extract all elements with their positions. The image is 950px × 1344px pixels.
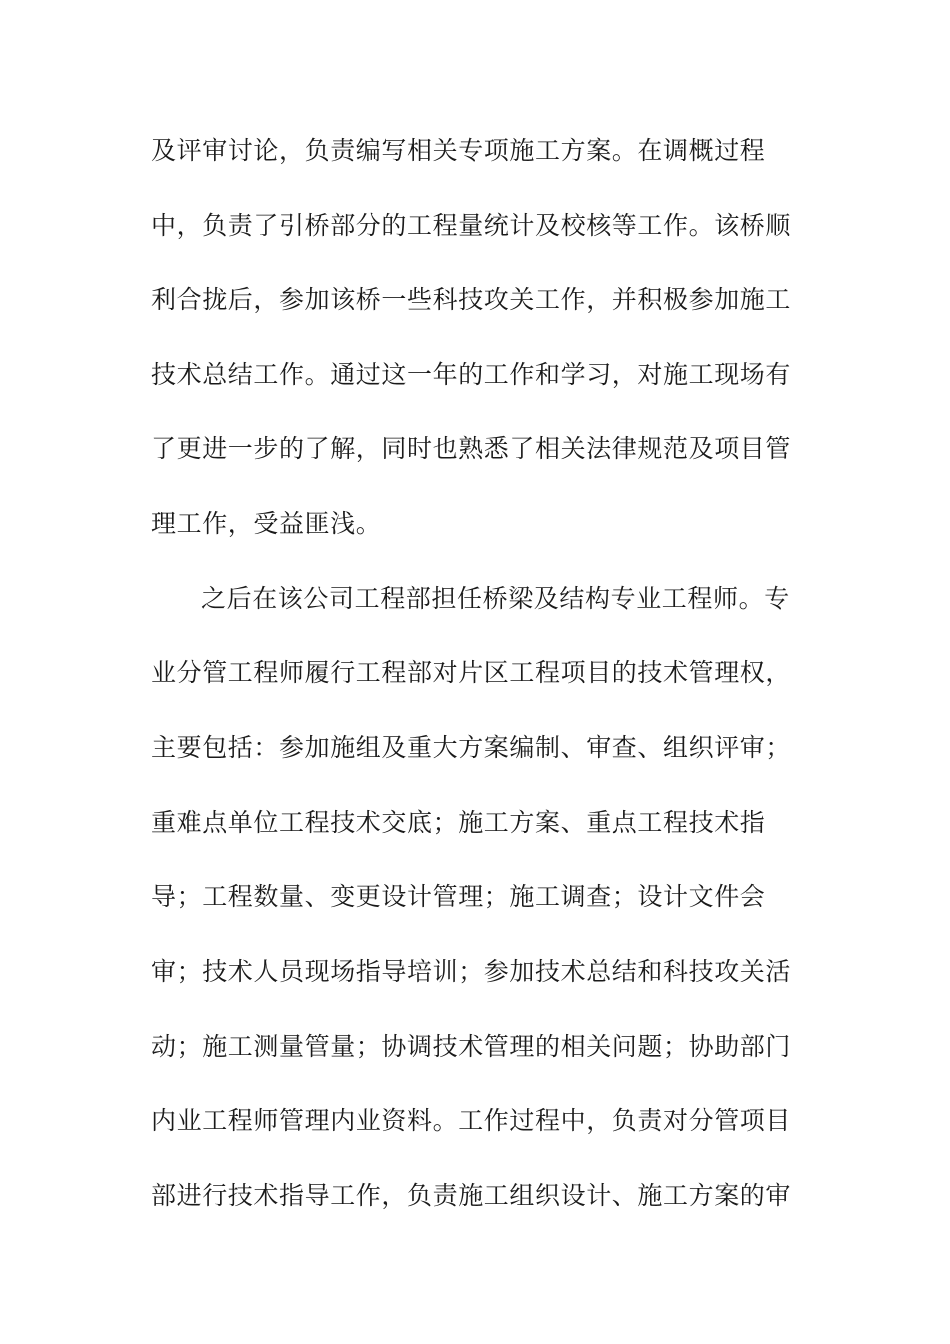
text-line: 内业工程师管理内业资料。工作过程中，负责对分管项目: [151, 1106, 792, 1135]
text-line: 中，负责了引桥部分的工程量统计及校核等工作。该桥顺: [151, 211, 792, 240]
text-line: 动；施工测量管量；协调技术管理的相关问题；协助部门: [151, 1032, 792, 1061]
text-line: 理工作，受益匪浅。: [151, 509, 382, 538]
text-line: 审；技术人员现场指导培训；参加技术总结和科技攻关活: [151, 957, 792, 986]
text-line: 重难点单位工程技术交底；施工方案、重点工程技术指: [151, 808, 766, 837]
text-line: 了更进一步的了解，同时也熟悉了相关法律规范及项目管: [151, 434, 792, 463]
text-line: 及评审讨论，负责编写相关专项施工方案。在调概过程: [151, 136, 766, 165]
text-line: 导；工程数量、变更设计管理；施工调查；设计文件会: [151, 882, 766, 911]
text-line: 利合拢后，参加该桥一些科技攻关工作，并积极参加施工: [151, 285, 792, 314]
text-line: 部进行技术指导工作，负责施工组织设计、施工方案的审: [151, 1181, 792, 1210]
text-line: 业分管工程师履行工程部对片区工程项目的技术管理权，: [151, 658, 792, 687]
text-line: 技术总结工作。通过这一年的工作和学习，对施工现场有: [151, 360, 792, 389]
text-line: 主要包括：参加施组及重大方案编制、审查、组织评审；: [151, 733, 792, 762]
text-line: 之后在该公司工程部担任桥梁及结构专业工程师。专: [201, 584, 790, 613]
